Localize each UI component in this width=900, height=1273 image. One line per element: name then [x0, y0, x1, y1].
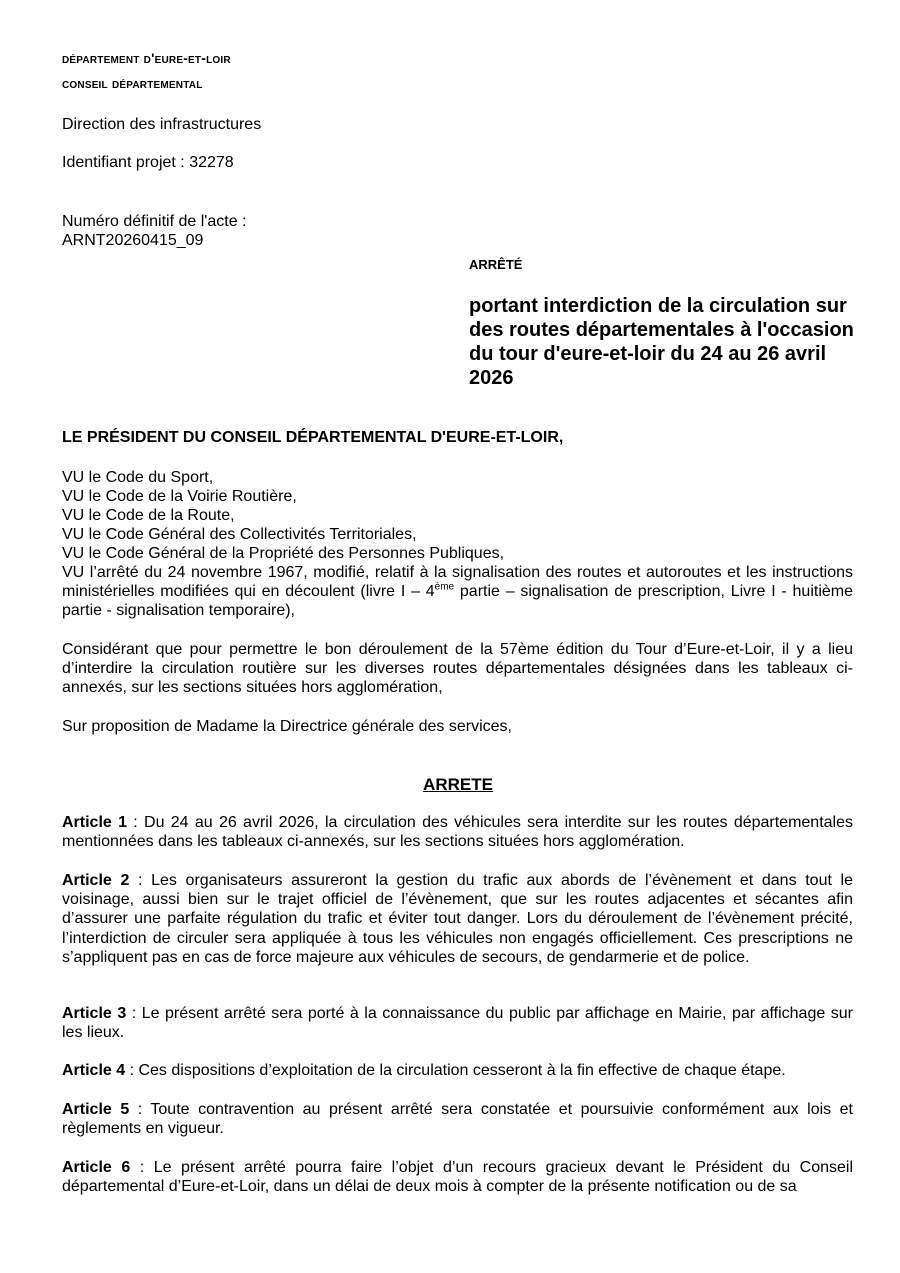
arrete-heading: ARRETE — [423, 775, 493, 794]
considerant-paragraph: Considérant que pour permettre le bon déroulement de la 57ème édition du Tour d’Eure-et-Loir, il y a lieu d’interdire la circulation routière sur les diverses routes départementales désignées dans les tableaux ci-annexés, sur les sections situées hors agglomération, — [62, 641, 853, 697]
vu-item: VU le Code du Sport, — [62, 469, 214, 486]
vu-item: VU le Code Général des Collectivités Territoriales, — [62, 526, 417, 543]
vu-item: VU le Code Général de la Propriété des Personnes Publiques, — [62, 545, 505, 562]
article-6: Article 6 : Le présent arrêté pourra faire l’objet d’un recours gracieux devant le Président du Conseil départemental d’Eure-et-Loir, dans un délai de deux mois à compter de la présente notification ou de sa — [62, 1159, 854, 1196]
article-3: Article 3 : Le présent arrêté sera porté à la connaissance du public par affichage en Mairie, par affichage sur les lieux. — [62, 1005, 854, 1042]
council-name: conseil départemental — [62, 75, 203, 91]
article-5: Article 5 : Toute contravention au présent arrêté sera constatée et poursuivie conformément aux lois et règlements en vigueur. — [62, 1101, 854, 1138]
article-4: Article 4 : Ces dispositions d’exploitation de la circulation cesseront à la fin effective de chaque étape. — [62, 1062, 786, 1079]
president-heading: LE PRÉSIDENT DU CONSEIL DÉPARTEMENTAL D'EURE-ET-LOIR, — [62, 429, 564, 446]
article-2: Article 2 : Les organisateurs assureront la gestion du trafic aux abords de l’évènement et dans tout le voisinage, aussi bien sur le trajet officiel de l’évènement, que sur les routes adjacentes et sécantes afin d’assurer une parfaite régulation du trafic et éviter tout danger. Lors du déroulement de l’évènement précité, l’interdiction de circuler sera appliquée à tous les véhicules non engagés officiellement. Ces prescriptions ne s’appliquent pas en cas de force majeure aux véhicules de secours, de gendarmerie et de police. — [62, 872, 854, 966]
act-number-label: Numéro définitif de l'acte : — [62, 213, 247, 230]
direction-label: Direction des infrastructures — [62, 116, 262, 133]
project-id: Identifiant projet : 32278 — [62, 154, 234, 171]
vu-item: VU le Code de la Voirie Routière, — [62, 488, 297, 505]
department-name: département d'eure-et-loir — [62, 50, 231, 66]
article-1: Article 1 : Du 24 au 26 avril 2026, la circulation des véhicules sera interdite sur les routes départementales mentionnées dans les tableaux ci-annexés, sur les sections situées hors agglomération. — [62, 814, 854, 851]
decree-subject: portant interdiction de la circulation sur des routes départementales à l'occasion du tour d'eure-et-loir du 24 au 26 avril 2026 — [469, 295, 854, 389]
vu-item: VU le Code de la Route, — [62, 507, 235, 524]
proposition-paragraph: Sur proposition de Madame la Directrice générale des services, — [62, 718, 512, 735]
decree-type: ARRÊTÉ — [469, 257, 523, 272]
act-number: ARNT20260415_09 — [62, 232, 204, 249]
vu-arrete-paragraph: VU l’arrêté du 24 novembre 1967, modifié, relatif à la signalisation des routes et autoroutes et les instructions ministérielles modifiées qui en découlent (livre I – 4ème partie – signalisation de prescription, Livre I - huitième partie - signalisation temporaire), — [62, 564, 854, 620]
vu-list — [62, 468, 504, 563]
